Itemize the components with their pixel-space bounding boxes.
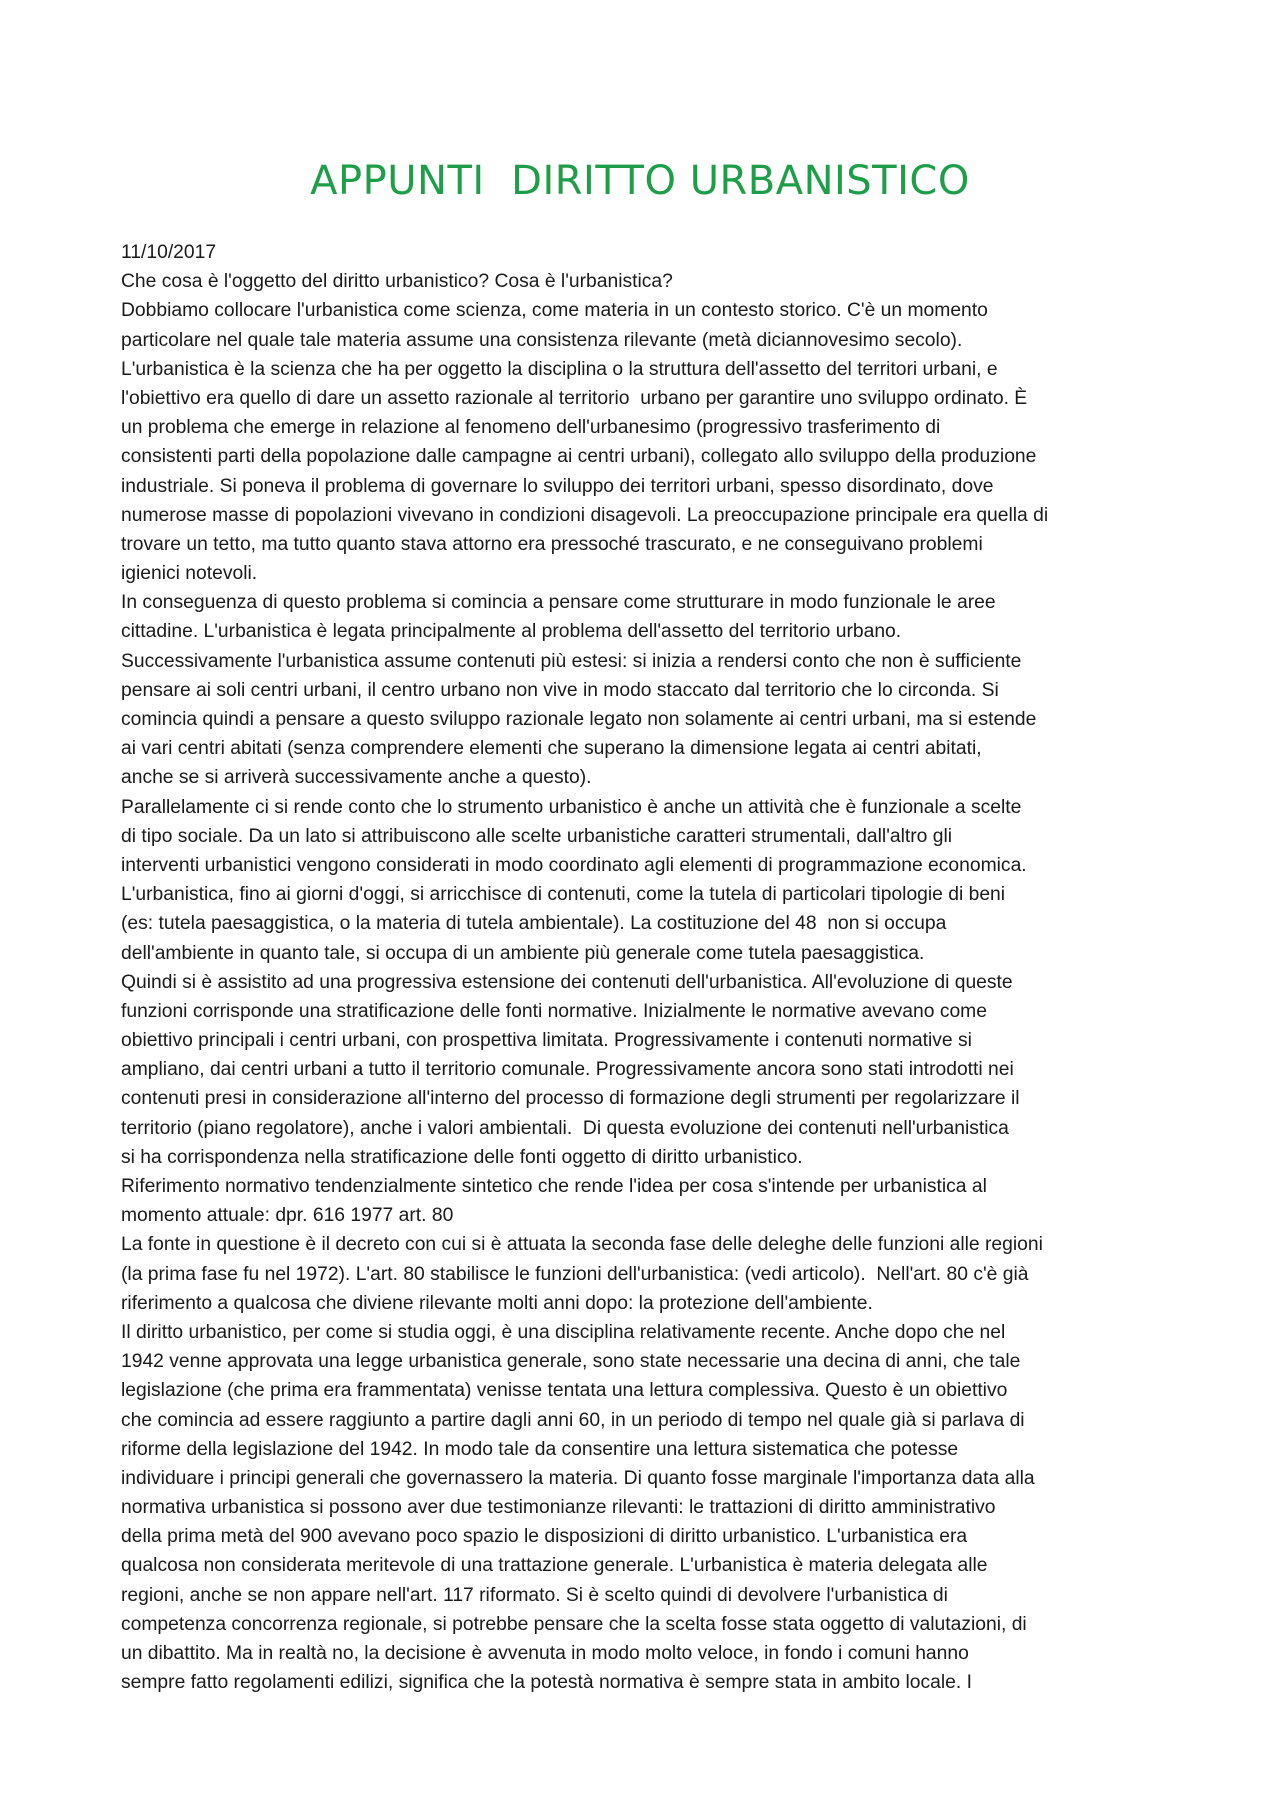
text-line: (la prima fase fu nel 1972). L'art. 80 stabilisce le funzioni dell'urbanistica: (vedi articolo). Nell'art. 80 c'è già: [121, 1263, 1029, 1285]
text-line: Il diritto urbanistico, per come si studia oggi, è una disciplina relativamente recente. Anche dopo che nel: [121, 1321, 1006, 1343]
text-line: si ha corrispondenza nella stratificazione delle fonti oggetto di diritto urbanistico.: [121, 1146, 803, 1168]
text-line: igienici notevoli.: [121, 563, 258, 585]
text-line: un problema che emerge in relazione al fenomeno dell'urbanesimo (progressivo trasferimento di: [121, 417, 941, 439]
text-line: Che cosa è l'oggetto del diritto urbanistico? Cosa è l'urbanistica?: [121, 271, 673, 293]
text-line: anche se si arriverà successivamente anche a questo).: [121, 767, 592, 789]
text-line: ampliano, dai centri urbani a tutto il territorio comunale. Progressivamente ancora sono stati introdotti nei: [121, 1059, 1014, 1081]
document-body: [121, 238, 1171, 1697]
text-line: Riferimento normativo tendenzialmente sintetico che rende l'idea per cosa s'intende per urbanistica al: [121, 1176, 987, 1197]
text-line: della prima metà del 900 avevano poco spazio le disposizioni di diritto urbanistico. L'urbanistica era: [121, 1526, 968, 1548]
text-line: comincia quindi a pensare a questo sviluppo razionale legato non solamente ai centri urbani, ma si estende: [121, 709, 1037, 730]
text-line: L'urbanistica è la scienza che ha per oggetto la disciplina o la struttura dell'assetto del territori urbani, e: [121, 358, 998, 380]
text-line: regioni, anche se non appare nell'art. 117 riformato. Si è scelto quindi di devolvere l'urbanistica di: [121, 1584, 948, 1606]
text-line: individuare i principi generali che governassero la materia. Di quanto fosse marginale l'importanza data alla: [121, 1467, 1035, 1489]
text-line: Parallelamente ci si rende conto che lo strumento urbanistico è anche un attività che è funzionale a scelte: [121, 796, 1022, 818]
text-line: L'urbanistica, fino ai giorni d'oggi, si arricchisce di contenuti, come la tutela di particolari tipologie di beni: [121, 884, 1006, 906]
text-line: obiettivo principali i centri urbani, con prospettiva limitata. Progressivamente i contenuti normative si: [121, 1030, 972, 1052]
text-line: consistenti parti della popolazione dalle campagne ai centri urbani), collegato allo sviluppo della produzione: [121, 446, 1037, 468]
text-line: La fonte in questione è il decreto con cui si è attuata la seconda fase delle deleghe delle funzioni alle regioni: [121, 1234, 1043, 1256]
text-line: territorio (piano regolatore), anche i valori ambientali. Di questa evoluzione dei contenuti nell'urbanistica: [121, 1117, 1009, 1139]
text-line: cittadine. L'urbanistica è legata principalmente al problema dell'assetto del territorio urbano.: [121, 621, 902, 643]
text-line: legislazione (che prima era frammentata) venisse tentata una lettura complessiva. Questo è un obiettivo: [121, 1380, 1008, 1402]
text-line: dell'ambiente in quanto tale, si occupa di un ambiente più generale come tutela paesaggistica.: [121, 942, 925, 964]
text-line: Dobbiamo collocare l'urbanistica come scienza, come materia in un contesto storico. C'è un momento: [121, 300, 988, 322]
text-line: interventi urbanistici vengono considerati in modo coordinato agli elementi di programmazione economica.: [121, 854, 1027, 876]
text-line: 11/10/2017: [121, 242, 217, 263]
text-line: un dibattito. Ma in realtà no, la decisione è avvenuta in modo molto veloce, in fondo i comuni hanno: [121, 1643, 969, 1664]
text-line: riforme della legislazione del 1942. In modo tale da consentire una lettura sistematica che potesse: [121, 1438, 959, 1460]
text-line: In conseguenza di questo problema si comincia a pensare come strutturare in modo funzionale le aree: [121, 592, 996, 614]
text-line: momento attuale: dpr. 616 1977 art. 80: [121, 1205, 454, 1227]
page-title: APPUNTI DIRITTO URBANISTICO: [310, 158, 970, 204]
text-line: industriale. Si poneva il problema di governare lo sviluppo dei territori urbani, spesso disordinato, dove: [121, 475, 994, 497]
text-line: che comincia ad essere raggiunto a partire dagli anni 60, in un periodo di tempo nel quale già si parlava di: [121, 1409, 1025, 1431]
text-line: di tipo sociale. Da un lato si attribuiscono alle scelte urbanistiche caratteri strumentali, dall'altro gli: [121, 825, 953, 847]
text-line: qualcosa non considerata meritevole di una trattazione generale. L'urbanistica è materia delegata alle: [121, 1555, 988, 1577]
text-line: competenza concorrenza regionale, si potrebbe pensare che la scelta fosse stata oggetto di valutazioni, di: [121, 1613, 1027, 1635]
text-line: particolare nel quale tale materia assume una consistenza rilevante (metà diciannovesimo secolo).: [121, 329, 963, 351]
text-line: pensare ai soli centri urbani, il centro urbano non vive in modo staccato dal territorio che lo circonda. Si: [121, 679, 999, 701]
text-line: Quindi si è assistito ad una progressiva estensione dei contenuti dell'urbanistica. All'evoluzione di queste: [121, 971, 1013, 993]
text-line: ai vari centri abitati (senza comprendere elementi che superano la dimensione legata ai centri abitati,: [121, 738, 982, 760]
text-line: 1942 venne approvata una legge urbanistica generale, sono state necessarie una decina di anni, che tale: [121, 1351, 1021, 1373]
text-line: riferimento a qualcosa che diviene rilevante molti anni dopo: la protezione dell'ambiente.: [121, 1292, 873, 1314]
text-line: numerose masse di popolazioni vivevano in condizioni disagevoli. La preoccupazione principale era quella di: [121, 504, 1049, 526]
text-line: (es: tutela paesaggistica, o la materia di tutela ambientale). La costituzione del 48 non si occupa: [121, 913, 947, 935]
text-line: normativa urbanistica si possono aver due testimonianze rilevanti: le trattazioni di diritto amministrativo: [121, 1497, 996, 1519]
text-line: trovare un tetto, ma tutto quanto stava attorno era pressoché trascurato, e ne conseguivano problemi: [121, 533, 983, 555]
text-line: contenuti presi in considerazione all'interno del processo di formazione degli strumenti per regolarizzare il: [121, 1088, 1020, 1110]
text-line: l'obiettivo era quello di dare un assetto razionale al territorio urbano per garantire uno sviluppo ordinato. È: [121, 387, 1028, 409]
text-line: Successivamente l'urbanistica assume contenuti più estesi: si inizia a rendersi conto che non è sufficiente: [121, 650, 1022, 672]
text-line: funzioni corrisponde una stratificazione delle fonti normative. Inizialmente le normative avevano come: [121, 1000, 987, 1022]
text-line: sempre fatto regolamenti edilizi, significa che la potestà normativa è sempre stata in ambito locale. I: [121, 1672, 972, 1694]
